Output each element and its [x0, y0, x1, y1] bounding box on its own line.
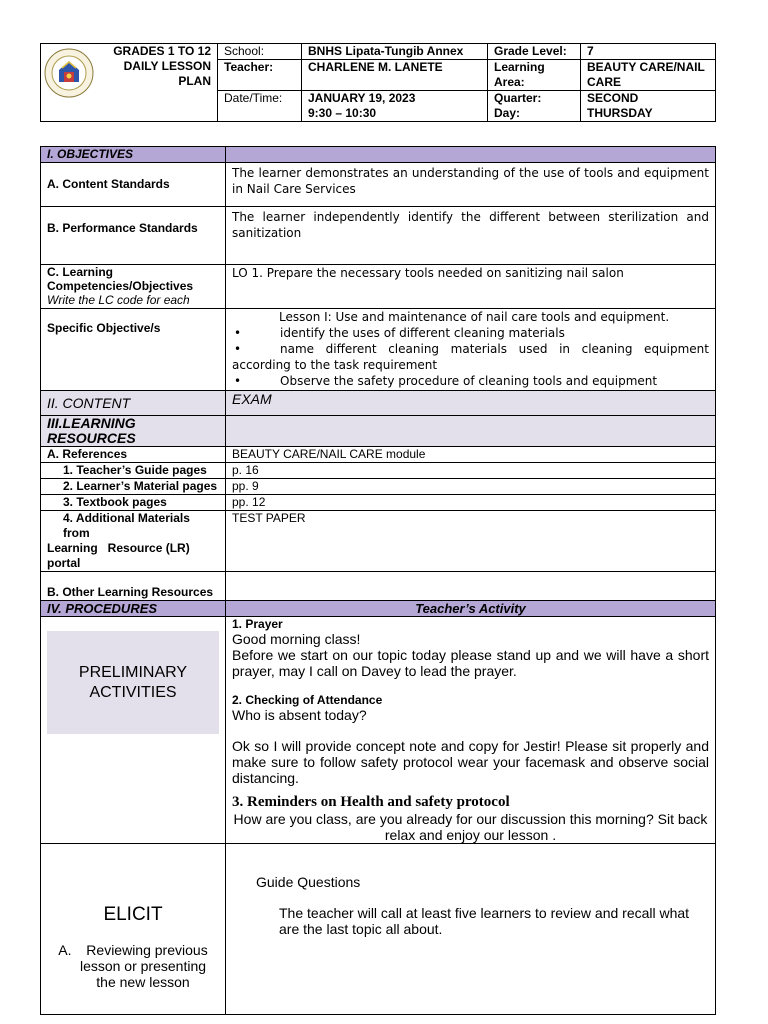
textbook-value: pp. 12	[226, 495, 716, 511]
lc-label-2: Competencies/Objectives	[47, 279, 194, 293]
learning-area-label	[488, 60, 581, 91]
specific-item-3-text: Observe the safety procedure of cleaning tools and equipment	[280, 374, 658, 388]
attendance-question: Who is absent today?	[232, 707, 367, 723]
prayer-heading: 1. Prayer	[232, 617, 283, 631]
time-value: 9:30 – 10:30	[308, 106, 377, 120]
other-resources-label: B. Other Learning Resources	[41, 572, 226, 601]
header-title-line3: PLAN	[178, 74, 211, 88]
performance-standards-body: The learner independently identify the different between sterilization and sanitization	[232, 210, 709, 240]
date-time-value	[302, 91, 488, 122]
specific-item-3	[232, 373, 709, 389]
preliminary-activities-content	[226, 617, 716, 844]
school-value: BNHS Lipata-Tungib Annex	[302, 44, 488, 60]
specific-item-2	[232, 341, 709, 373]
prelim-line2: ACTIVITIES	[89, 683, 177, 701]
reminders-heading: 3. Reminders on Health and safety protocol	[232, 794, 510, 810]
learning-competencies-label	[41, 265, 226, 309]
date-label: Date/Time:	[218, 91, 302, 122]
procedures-heading: IV. PROCEDURES	[41, 601, 226, 617]
header-title-line2: DAILY LESSON	[123, 59, 211, 73]
specific-lesson: Lesson I: Use and maintenance of nail care tools and equipment.	[279, 310, 670, 324]
content-heading: II. CONTENT	[41, 391, 226, 416]
specific-item-2-text: name different cleaning materials used in cleaning equipment according to the task requirement	[232, 342, 709, 372]
objectives-heading: I. OBJECTIVES	[41, 147, 226, 163]
lesson-plan-table	[40, 146, 716, 1015]
learning-area-value-1: BEAUTY CARE/NAIL	[587, 60, 705, 74]
specific-item-1	[232, 325, 709, 341]
quarter-day-label	[488, 91, 581, 122]
date-value: JANUARY 19, 2023	[308, 91, 416, 105]
teacher-label: Teacher:	[218, 60, 302, 91]
learning-area-label-1: Learning	[494, 60, 545, 74]
performance-standards-text	[226, 207, 716, 265]
elicit-sub-3: the new lesson	[96, 974, 190, 990]
bullet-3: •	[234, 374, 242, 388]
header-title-line1: GRADES 1 TO 12	[113, 44, 211, 58]
bullet-2: •	[234, 342, 242, 356]
reminders-text: How are you class, are you already for our discussion this morning? Sit back relax and enjoy our lesson .	[233, 811, 708, 843]
resources-heading: III.LEARNING RESOURCES	[41, 416, 226, 447]
prelim-line1: PRELIMINARY	[78, 663, 188, 681]
elicit-title: ELICIT	[103, 904, 163, 925]
performance-standards-label: B. Performance Standards	[41, 207, 226, 265]
quarter-label: Quarter:	[494, 91, 542, 105]
references-label: A. References	[41, 447, 226, 463]
elicit-content	[226, 844, 716, 1015]
guide-questions-heading: Guide Questions	[256, 874, 361, 890]
additional-label-3: portal	[47, 556, 81, 570]
content-standards-body: The learner demonstrates an understanding of the use of tools and equipment in Nail Care Services	[232, 166, 709, 196]
attendance-heading: 2. Checking of Attendance	[232, 693, 383, 707]
grade-value: 7	[581, 44, 716, 60]
elicit-sub-1: Reviewing previous	[86, 942, 208, 958]
teachers-guide-value: p. 16	[226, 463, 716, 479]
day-label: Day:	[494, 106, 521, 120]
deped-seal-icon	[44, 48, 94, 98]
specific-objectives-text	[226, 309, 716, 391]
specific-objectives-label: Specific Objective/s	[41, 309, 226, 391]
guide-questions-text: The teacher will call at least five learners to review and recall what are the last topic all about.	[279, 905, 690, 937]
lc-note: Write the LC code for each	[47, 293, 190, 307]
objectives-heading-blank	[226, 147, 716, 163]
lc-label-1: C. Learning	[47, 265, 114, 279]
day-value: THURSDAY	[587, 106, 653, 120]
preliminary-activities-cell	[41, 617, 226, 844]
learning-competencies-text: LO 1. Prepare the necessary tools needed on sanitizing nail salon	[226, 265, 716, 309]
school-label: School:	[218, 44, 302, 60]
content-standards-label: A. Content Standards	[41, 163, 226, 207]
specific-item-1-text: identify the uses of different cleaning materials	[280, 326, 565, 340]
prayer-line2: Before we start on our topic today please stand up and we will have a short prayer, may I call on Davey to lead the prayer.	[232, 647, 709, 679]
resources-heading-blank	[226, 416, 716, 447]
header-title-cell	[41, 44, 218, 122]
bullet-1: •	[234, 326, 242, 340]
header-table	[40, 43, 716, 122]
elicit-sub-2: lesson or presenting	[79, 958, 207, 974]
learning-area-value	[581, 60, 716, 91]
prayer-line1: Good morning class!	[232, 631, 361, 647]
elicit-sub-letter: A.	[58, 942, 72, 958]
attendance-note: Ok so I will provide concept note and copy for Jestir! Please sit properly and make sure to follow safety protocol wear your facemask and observe social distancing.	[232, 738, 709, 786]
learning-area-value-2: CARE	[587, 75, 622, 89]
grade-label: Grade Level:	[488, 44, 581, 60]
textbook-label: 3. Textbook pages	[41, 495, 226, 511]
content-value: EXAM	[226, 391, 716, 416]
teacher-value: CHARLENE M. LANETE	[302, 60, 488, 91]
additional-label-2: Learning Resource (LR)	[47, 541, 190, 555]
content-standards-text	[226, 163, 716, 207]
other-resources-value	[226, 572, 716, 601]
learners-material-label: 2. Learner’s Material pages	[41, 479, 226, 495]
teachers-guide-label: 1. Teacher’s Guide pages	[41, 463, 226, 479]
elicit-subitem	[47, 942, 219, 990]
elicit-cell	[41, 844, 226, 1015]
preliminary-activities-box	[47, 631, 219, 734]
teacher-activity-heading: Teacher’s Activity	[226, 601, 716, 617]
additional-label-1: 4. Additional Materials from	[63, 511, 190, 540]
references-value: BEAUTY CARE/NAIL CARE module	[226, 447, 716, 463]
additional-materials-label	[41, 511, 226, 572]
learning-area-label-2: Area:	[494, 75, 525, 89]
quarter-value: SECOND	[587, 91, 639, 105]
learners-material-value: pp. 9	[226, 479, 716, 495]
additional-materials-value: TEST PAPER	[226, 511, 716, 572]
quarter-day-value	[581, 91, 716, 122]
